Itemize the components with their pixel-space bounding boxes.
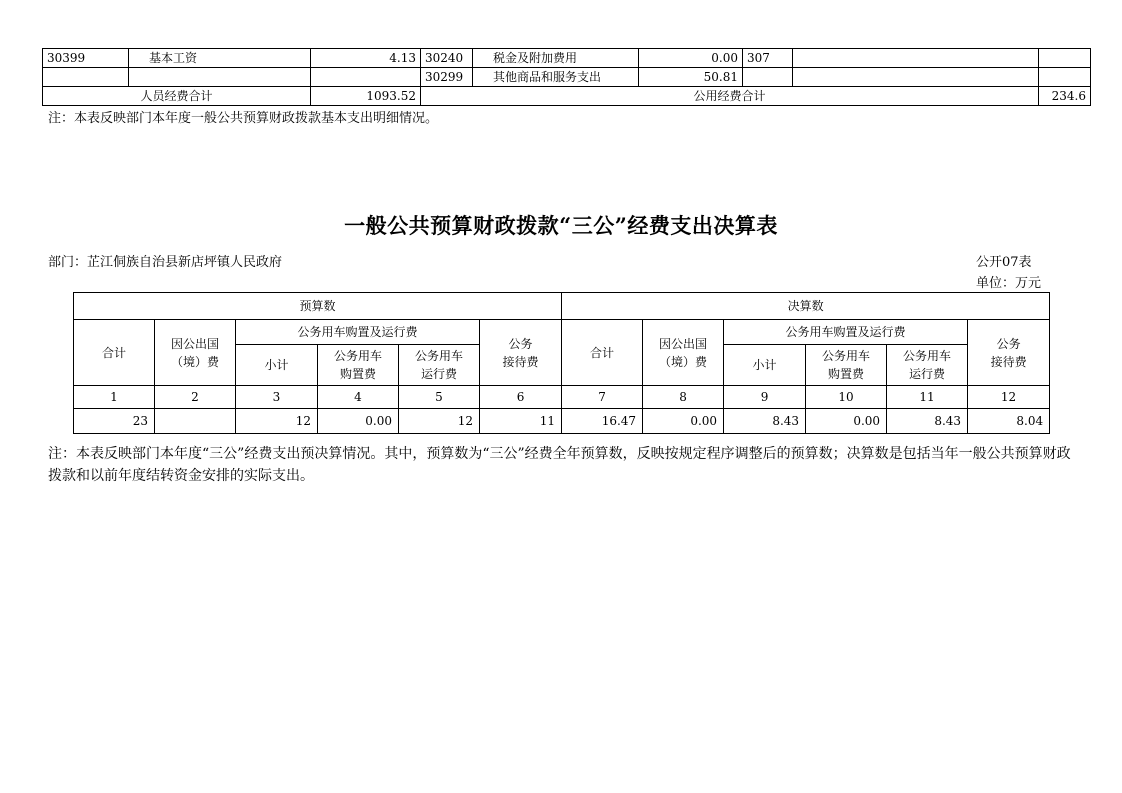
econ-amount	[1039, 68, 1091, 87]
values-row	[74, 409, 1050, 434]
final-abroad-header	[643, 320, 724, 386]
column-index: 4	[318, 386, 399, 409]
budget-purchase-header	[318, 345, 399, 386]
econ-amount: 0.00	[639, 49, 743, 68]
value-cell: 0.00	[806, 409, 887, 434]
header-row-2	[74, 320, 1050, 345]
three-public-expenses-table	[73, 292, 1050, 434]
budget-vehicle-group-header: 公务用车购置及运行费	[236, 320, 480, 345]
econ-code	[43, 68, 129, 87]
header-line: 公务	[996, 336, 1021, 351]
table-row	[43, 49, 1091, 68]
column-index: 2	[155, 386, 236, 409]
column-index: 10	[806, 386, 887, 409]
budget-operation-header	[399, 345, 480, 386]
public-total-label: 公用经费合计	[421, 87, 1039, 106]
totals-row	[43, 87, 1091, 106]
column-index: 9	[724, 386, 806, 409]
econ-name: 其他商品和服务支出	[473, 68, 639, 87]
index-row	[74, 386, 1050, 409]
econ-code	[743, 68, 793, 87]
column-index: 8	[643, 386, 724, 409]
table-row	[43, 68, 1091, 87]
header-line: （境）费	[170, 354, 219, 369]
unit-label: 单位：万元	[976, 276, 1042, 291]
econ-amount: 50.81	[639, 68, 743, 87]
header-line: 运行费	[420, 367, 457, 381]
personnel-total-value: 1093.52	[311, 87, 421, 106]
final-header: 决算数	[562, 293, 1050, 320]
final-vehicle-group-header: 公务用车购置及运行费	[724, 320, 968, 345]
final-operation-header	[887, 345, 968, 386]
public-total-value: 234.6	[1039, 87, 1091, 106]
header-line: 公务用车	[414, 349, 463, 363]
header-line: 公务用车	[903, 349, 952, 363]
department-label: 部门：芷江侗族自治县新店坪镇人民政府	[48, 255, 283, 270]
final-subtotal-header: 小计	[724, 345, 806, 386]
header-line: 运行费	[909, 367, 946, 381]
column-index: 5	[399, 386, 480, 409]
value-cell: 8.04	[968, 409, 1050, 434]
budget-header: 预算数	[74, 293, 562, 320]
basic-expenditure-note: 注：本表反映部门本年度一般公共预算财政拨款基本支出明细情况。	[48, 111, 439, 126]
budget-reception-header	[480, 320, 562, 386]
header-line: 接待费	[502, 354, 539, 369]
header-line: 公务用车	[822, 349, 871, 363]
value-cell: 12	[399, 409, 480, 434]
final-total-header: 合计	[562, 320, 643, 386]
form-number: 公开07表	[976, 255, 1032, 270]
header-line: 因公出国	[170, 336, 219, 351]
column-index: 3	[236, 386, 318, 409]
econ-name: 税金及附加费用	[473, 49, 639, 68]
column-index: 6	[480, 386, 562, 409]
econ-name	[793, 49, 1039, 68]
budget-abroad-header	[155, 320, 236, 386]
column-index: 11	[887, 386, 968, 409]
header-line: 购置费	[339, 367, 376, 381]
econ-code: 307	[743, 49, 793, 68]
value-cell: 0.00	[318, 409, 399, 434]
econ-code: 30299	[421, 68, 473, 87]
column-index: 7	[562, 386, 643, 409]
budget-total-header: 合计	[74, 320, 155, 386]
final-reception-header	[968, 320, 1050, 386]
column-index: 12	[968, 386, 1050, 409]
header-line: 公务用车	[333, 349, 382, 363]
header-line: （境）费	[659, 354, 708, 369]
three-public-note: 注：本表反映部门本年度“三公”经费支出预决算情况。其中，预算数为“三公”经费全年预算数，反映按规定程序调整后的预算数；决算数是包括当年一般公共预算财政拨款和以前年度结转资金安排的实际支出。	[48, 446, 1071, 484]
header-row-1	[74, 293, 1050, 320]
econ-amount	[311, 68, 421, 87]
basic-expenditure-table	[42, 48, 1091, 106]
econ-name	[129, 68, 311, 87]
page-title: 一般公共预算财政拨款“三公”经费支出决算表	[344, 213, 778, 238]
value-cell: 11	[480, 409, 562, 434]
final-purchase-header	[806, 345, 887, 386]
econ-code: 30399	[43, 49, 129, 68]
value-cell: 12	[236, 409, 318, 434]
value-cell: 8.43	[887, 409, 968, 434]
personnel-total-label: 人员经费合计	[43, 87, 311, 106]
column-index: 1	[74, 386, 155, 409]
econ-name: 基本工资	[129, 49, 311, 68]
value-cell: 0.00	[643, 409, 724, 434]
header-line: 因公出国	[659, 336, 708, 351]
value-cell: 16.47	[562, 409, 643, 434]
econ-code: 30240	[421, 49, 473, 68]
header-line: 接待费	[990, 354, 1027, 369]
header-line: 购置费	[828, 367, 865, 381]
value-cell: 23	[74, 409, 155, 434]
budget-subtotal-header: 小计	[236, 345, 318, 386]
econ-amount: 4.13	[311, 49, 421, 68]
header-line: 公务	[508, 336, 533, 351]
econ-amount	[1039, 49, 1091, 68]
value-cell	[155, 409, 236, 434]
econ-name	[793, 68, 1039, 87]
value-cell: 8.43	[724, 409, 806, 434]
